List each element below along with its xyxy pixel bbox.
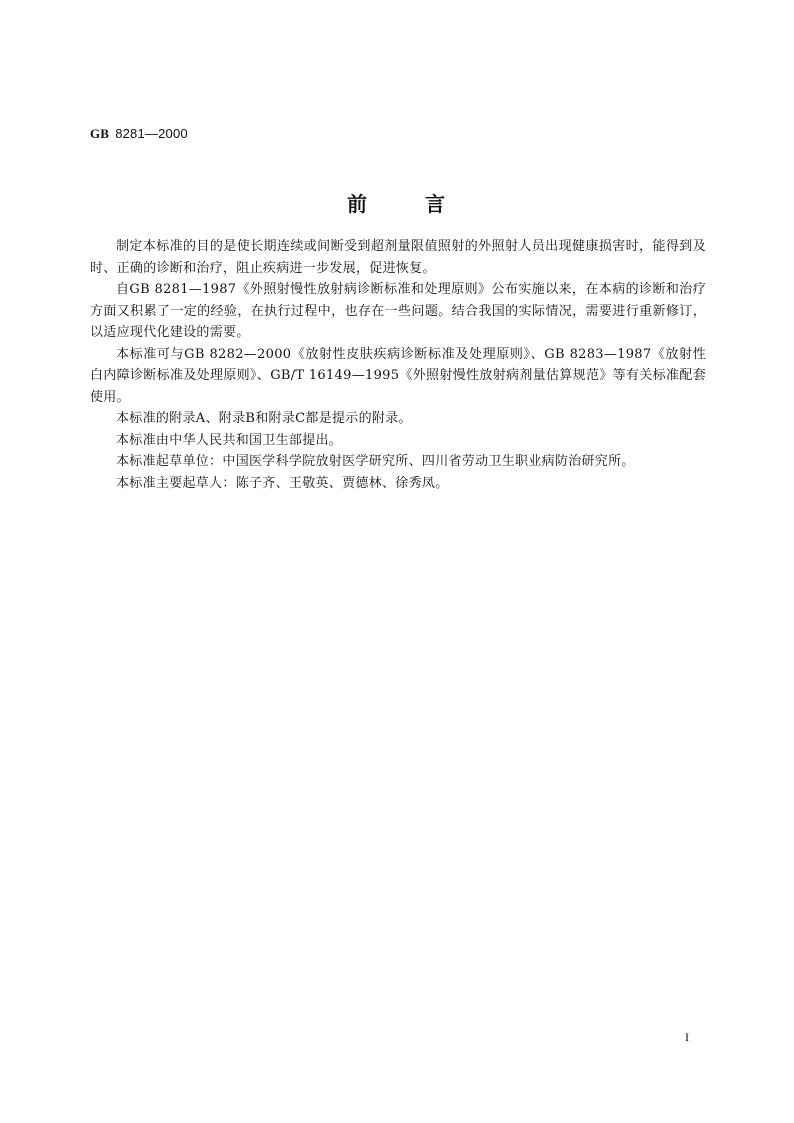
title-char-2: 言 xyxy=(425,192,447,216)
paragraph-proposer: 本标准由中华人民共和国卫生部提出。 xyxy=(116,432,343,448)
paragraph-appendix: 本标准的附录A、附录B和附录C都是提示的附录。 xyxy=(116,411,412,426)
foreword-body xyxy=(90,236,706,494)
paragraph-drafters: 本标准主要起草人：陈子齐、王敬英、贾德林、徐秀凤。 xyxy=(116,475,449,491)
page-number: I xyxy=(685,1030,689,1044)
title-char-1: 前 xyxy=(347,192,369,216)
paragraph-related-standards: 本标准可与GB 8282—2000《放射性皮肤疾病诊断标准及处理原则》、GB 8283—1987《放射性白内障诊断标准及处理原则》、GB/T 16149—1995《外照射慢性放射病剂量估算规范》等有关标准配套使用。 xyxy=(90,346,706,405)
standard-prefix: GB xyxy=(90,126,110,141)
page-title xyxy=(0,188,794,217)
standard-code: 8281—2000 xyxy=(115,126,188,141)
paragraph-purpose: 制定本标准的目的是使长期连续或间断受到超剂量限值照射的外照射人员出现健康损害时，能得到及时、正确的诊断和治疗，阻止疾病进一步发展，促进恢复。 xyxy=(90,239,706,276)
paragraph-drafting-units: 本标准起草单位：中国医学科学院放射医学研究所、四川省劳动卫生职业病防治研究所。 xyxy=(116,454,635,469)
paragraph-history: 自GB 8281—1987《外照射慢性放射病诊断标准和处理原则》公布实施以来，在本病的诊断和治疗方面又积累了一定的经验，在执行过程中，也存在一些问题。结合我国的实际情况，需要进行重新修订，以适应现代化建设的需要。 xyxy=(90,282,706,340)
document-header xyxy=(90,126,188,142)
